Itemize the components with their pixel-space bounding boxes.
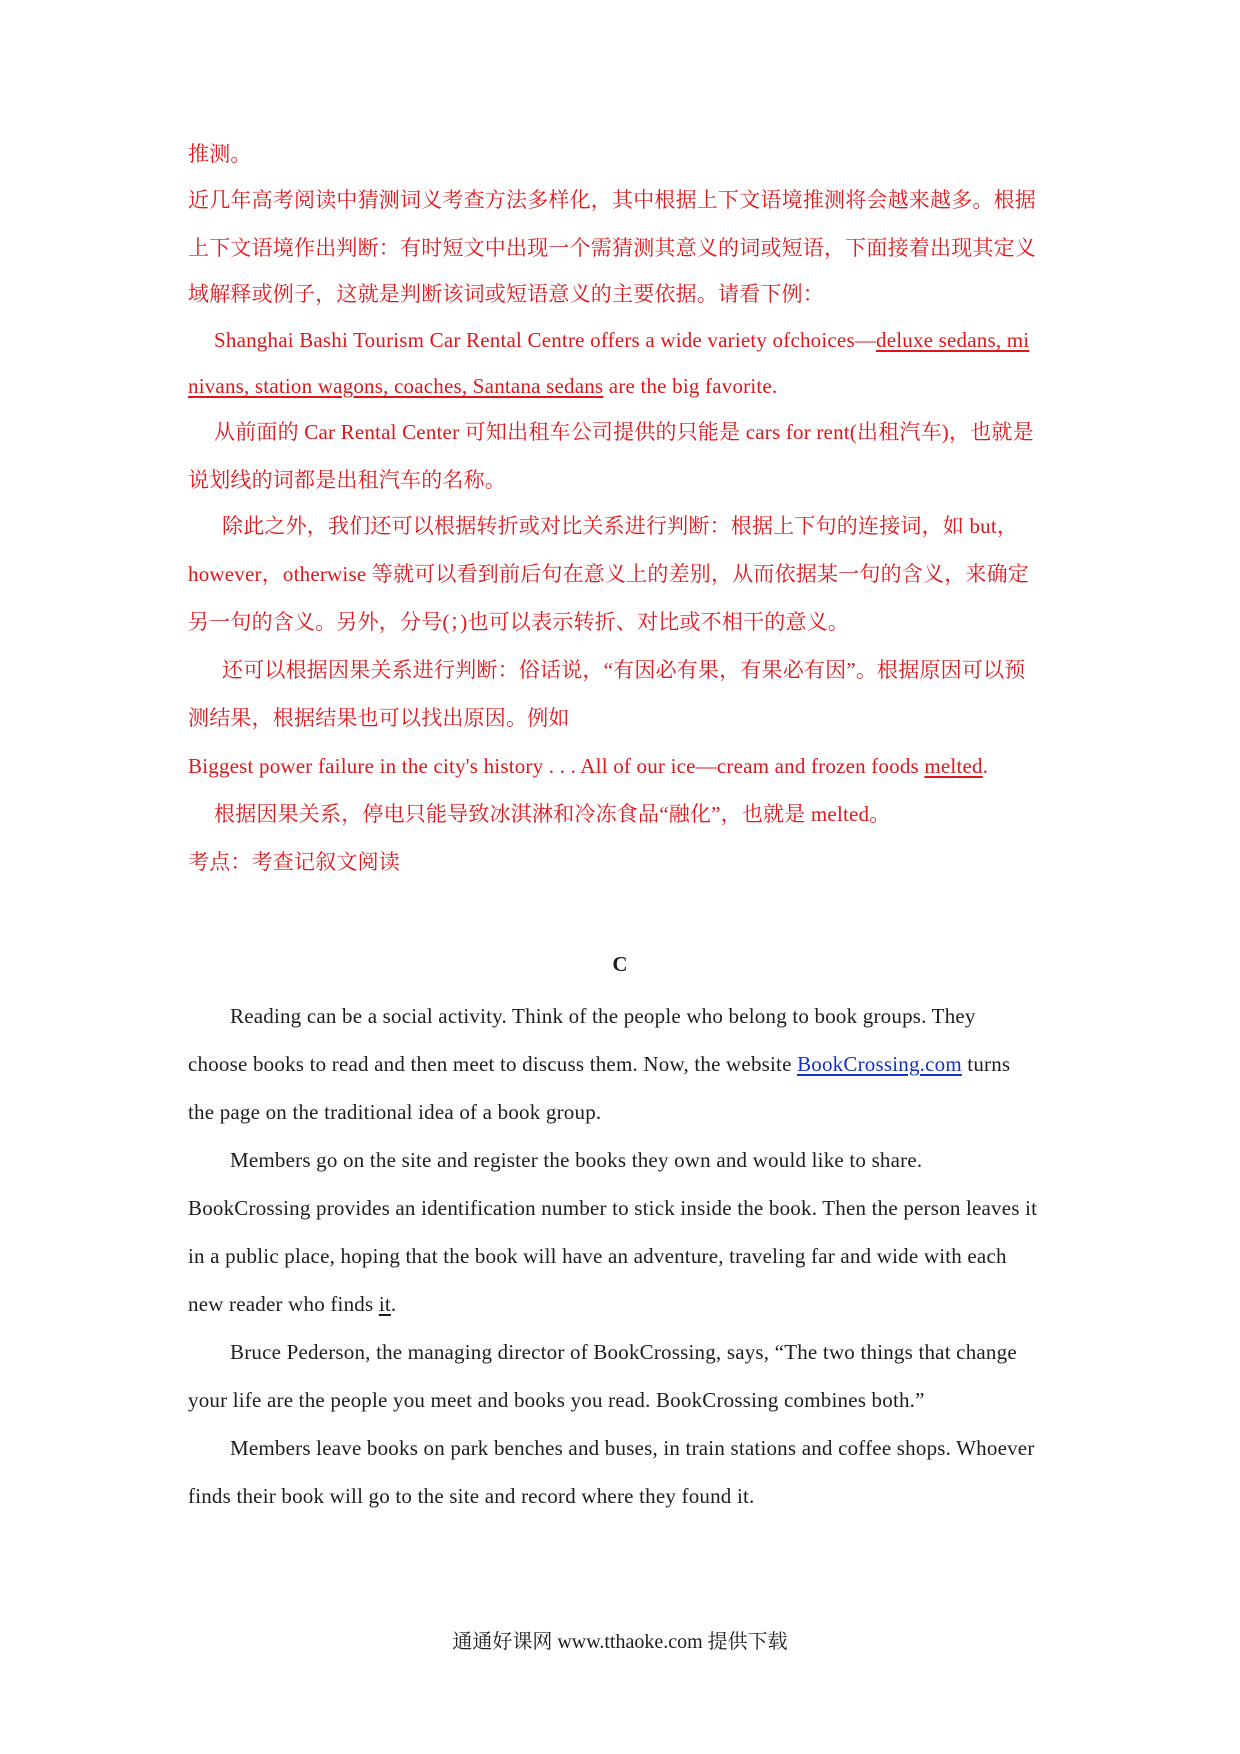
- bookcrossing-link[interactable]: BookCrossing.com: [797, 1052, 962, 1076]
- passage-p1-line-1: Reading can be a social activity. Think of the people who belong to book groups. They: [230, 1004, 976, 1028]
- explanation-line-11: 另一句的含义。另外，分号(；)也可以表示转折、对比或不相干的意义。: [188, 610, 850, 634]
- explanation-line-1: 推测。: [188, 142, 252, 166]
- explanation-line-8: 说划线的词都是出租汽车的名称。: [188, 468, 506, 492]
- example-2-underlined: melted: [924, 754, 983, 778]
- explanation-line-15: 根据因果关系，停电只能导致冰淇淋和冷冻食品“融化”，也就是 melted。: [214, 802, 891, 826]
- explanation-line-2: 近几年高考阅读中猜测词义考查方法多样化，其中根据上下文语境推测将会越来越多。根据: [188, 188, 1036, 212]
- passage-p4-line-2: finds their book will go to the site and record where they found it.: [188, 1484, 755, 1508]
- passage-p1-line-3: the page on the traditional idea of a book group.: [188, 1100, 602, 1124]
- passage-p2-line-1: Members go on the site and register the books they own and would like to share.: [230, 1148, 923, 1172]
- passage-p3-line-1: Bruce Pederson, the managing director of BookCrossing, says, “The two things that change: [230, 1340, 1017, 1364]
- example-sentence-1: [214, 326, 1029, 354]
- passage-p2-line-4: [188, 1290, 396, 1318]
- example-1-underlined: deluxe sedans, mi: [876, 328, 1030, 352]
- example-1-underlined-cont: nivans, station wagons, coaches, Santana sedans: [188, 374, 604, 398]
- exam-point: 考点：考查记叙文阅读: [188, 850, 400, 874]
- passage-p2-line-3: in a public place, hoping that the book will have an adventure, traveling far and wide with each: [188, 1244, 1007, 1268]
- explanation-line-7: 从前面的 Car Rental Center 可知出租车公司提供的只能是 cars for rent(出租汽车)，也就是: [214, 420, 1034, 444]
- explanation-line-12: 还可以根据因果关系进行判断：俗话说，“有因必有果，有果必有因”。根据原因可以预: [222, 658, 1026, 682]
- passage-p4-line-1: Members leave books on park benches and buses, in train stations and coffee shops. Whoever: [230, 1436, 1035, 1460]
- explanation-line-10: however，otherwise 等就可以看到前后句在意义上的差别，从而依据某一句的含义，来确定: [188, 562, 1029, 586]
- example-2-text: Biggest power failure in the city's history . . . All of our ice—cream and frozen foods: [188, 754, 925, 778]
- passage-p2-line-4-text: new reader who finds: [188, 1292, 379, 1316]
- passage-p2-line-4-period: .: [390, 1292, 397, 1316]
- explanation-line-13: 测结果，根据结果也可以找出原因。例如: [188, 706, 570, 730]
- section-title: C: [612, 952, 628, 976]
- underlined-word-it: it: [378, 1292, 391, 1316]
- example-1-tail: are the big favorite.: [603, 374, 778, 398]
- page-footer: 通通好课网 www.tthaoke.com 提供下载: [452, 1631, 788, 1653]
- explanation-line-3: 上下文语境作出判断：有时短文中出现一个需猜测其意义的词或短语，下面接着出现其定义: [188, 236, 1036, 260]
- passage-p2-line-2: BookCrossing provides an identification number to stick inside the book. Then the person leaves it: [188, 1196, 1038, 1220]
- example-2-period: .: [982, 754, 989, 778]
- example-sentence-1-cont: [188, 372, 777, 400]
- example-sentence-2: [188, 752, 988, 780]
- passage-p3-line-2: your life are the people you meet and books you read. BookCrossing combines both.”: [188, 1388, 925, 1412]
- example-1-text: Shanghai Bashi Tourism Car Rental Centre offers a wide variety ofchoices—: [214, 328, 877, 352]
- explanation-line-9: 除此之外，我们还可以根据转折或对比关系进行判断：根据上下句的连接词，如 but，: [222, 514, 1019, 538]
- passage-p1-line-2-text: choose books to read and then meet to discuss them. Now, the website: [188, 1052, 798, 1076]
- passage-p1-line-2-tail: turns: [961, 1052, 1011, 1076]
- explanation-line-4: 域解释或例子，这就是判断该词或短语意义的主要依据。请看下例：: [188, 282, 824, 306]
- passage-p1-line-2: [188, 1050, 1010, 1078]
